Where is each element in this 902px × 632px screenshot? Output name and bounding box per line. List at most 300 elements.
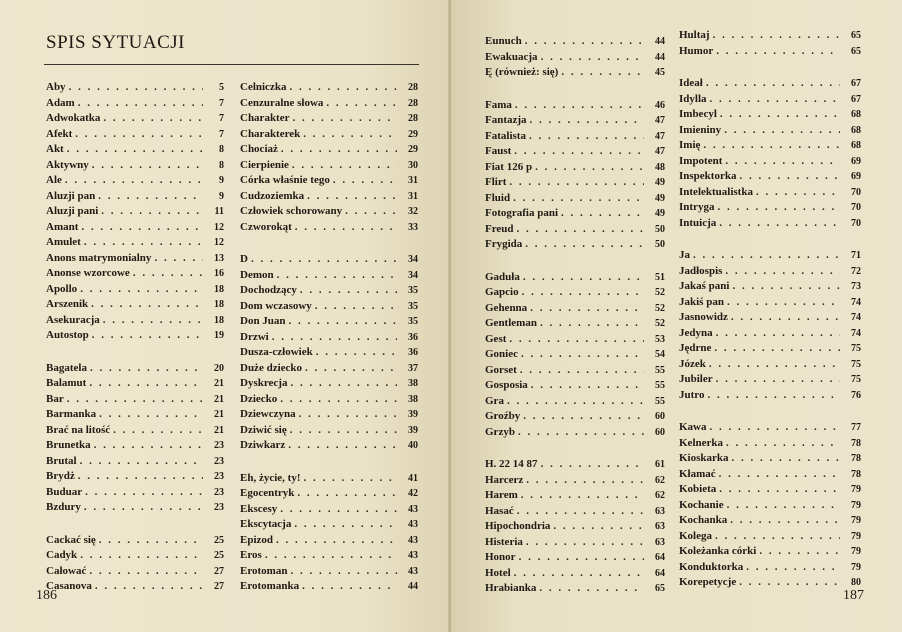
index-entry-label: Konduktorka xyxy=(679,560,744,573)
index-entry xyxy=(485,519,665,535)
index-entry-page: 36 xyxy=(408,331,418,343)
index-entry-page: 43 xyxy=(408,503,418,515)
index-entry-page: 64 xyxy=(655,567,665,579)
index-entry-page: 7 xyxy=(219,113,224,124)
index-entry-label: Goniec xyxy=(485,348,518,360)
dot-leader xyxy=(276,533,397,549)
index-entry xyxy=(46,80,224,96)
index-entry xyxy=(485,504,665,520)
index-entry-page: 18 xyxy=(214,314,224,326)
dot-leader xyxy=(739,169,840,185)
index-entry-label: Dusza-człowiek xyxy=(240,346,313,358)
dot-leader xyxy=(99,533,203,549)
index-entry xyxy=(485,50,665,66)
index-entry xyxy=(46,204,224,220)
index-entry xyxy=(485,425,665,441)
index-entry-page: 23 xyxy=(214,502,224,513)
index-entry-page: 46 xyxy=(655,99,665,111)
index-column-left-1 xyxy=(46,80,224,595)
index-entry xyxy=(240,533,418,549)
index-entry xyxy=(679,200,861,216)
dot-leader xyxy=(719,482,840,498)
dot-leader xyxy=(80,282,203,298)
index-entry xyxy=(46,407,224,423)
dot-leader xyxy=(299,407,397,423)
index-entry-label: Fiat 126 p xyxy=(485,160,533,173)
index-entry-page: 7 xyxy=(219,97,224,109)
index-entry-page: 5 xyxy=(219,82,224,93)
index-entry-page: 43 xyxy=(408,565,418,577)
index-entry-label: Kłamać xyxy=(679,467,716,480)
index-entry-label: Cierpienie xyxy=(240,158,289,171)
index-entry-label: Kawa xyxy=(679,421,707,433)
index-entry-label: Harem xyxy=(485,489,518,501)
index-entry-page: 41 xyxy=(408,472,418,484)
index-entry-page: 60 xyxy=(655,426,665,438)
index-entry xyxy=(240,314,418,330)
index-entry-page: 49 xyxy=(655,192,665,204)
dot-leader xyxy=(78,96,203,112)
index-entry-page: 32 xyxy=(408,206,418,217)
index-entry-label: Arszenik xyxy=(46,298,89,310)
index-entry-page: 55 xyxy=(655,364,665,376)
index-entry-label: Afekt xyxy=(46,127,73,140)
index-entry-page: 30 xyxy=(408,159,418,171)
index-entry xyxy=(46,142,224,158)
dot-leader xyxy=(85,485,203,501)
index-entry-label: Dyskrecja xyxy=(240,377,288,389)
dot-leader xyxy=(307,189,397,205)
index-entry-label: Józek xyxy=(679,357,706,370)
dot-leader xyxy=(89,564,203,580)
index-entry-page: 79 xyxy=(851,530,861,542)
dot-leader xyxy=(518,425,644,441)
index-entry xyxy=(679,107,861,123)
index-entry-label: Aktywny xyxy=(46,158,89,171)
dot-leader xyxy=(289,314,397,330)
index-entry-label: Ę (również: się) xyxy=(485,66,559,78)
dot-leader xyxy=(294,517,397,533)
dot-leader xyxy=(746,560,840,576)
index-entry-label: Jutro xyxy=(679,388,705,401)
section-gap xyxy=(679,231,861,248)
index-entry-page: 79 xyxy=(851,561,861,573)
dot-leader xyxy=(523,409,644,425)
dot-leader xyxy=(75,127,203,143)
index-entry-page: 21 xyxy=(214,378,224,389)
index-entry-page: 52 xyxy=(655,318,665,329)
index-entry-page: 54 xyxy=(655,349,665,360)
index-entry-page: 62 xyxy=(655,490,665,501)
index-entry xyxy=(485,332,665,348)
index-entry-page: 20 xyxy=(214,362,224,374)
index-entry xyxy=(46,111,224,127)
index-entry-label: Brunetka xyxy=(46,439,91,451)
index-entry xyxy=(240,268,418,284)
dot-leader xyxy=(725,154,840,170)
dot-leader xyxy=(759,544,840,560)
index-entry-label: Balamut xyxy=(46,377,87,389)
index-entry-page: 27 xyxy=(214,581,224,592)
index-entry xyxy=(46,189,224,205)
index-column-right-1 xyxy=(485,34,665,597)
dot-leader xyxy=(731,310,840,326)
index-entry xyxy=(46,500,224,516)
index-entry-label: Jakiś pan xyxy=(679,295,724,308)
index-entry-page: 38 xyxy=(408,393,418,405)
index-entry xyxy=(240,330,418,346)
dot-leader xyxy=(67,392,203,408)
index-entry-page: 35 xyxy=(408,300,418,312)
dot-leader xyxy=(526,535,644,551)
index-entry-page: 60 xyxy=(655,411,665,422)
dot-leader xyxy=(732,279,840,295)
index-entry xyxy=(485,457,665,473)
index-entry xyxy=(679,44,861,60)
dot-leader xyxy=(251,252,397,268)
dot-leader xyxy=(98,189,203,205)
index-entry-label: Inspektorka xyxy=(679,170,737,182)
section-gap xyxy=(240,235,418,252)
dot-leader xyxy=(69,80,203,96)
dot-leader xyxy=(521,488,644,504)
index-entry-label: Korepetycje xyxy=(679,576,737,588)
section-gap xyxy=(46,516,224,533)
section-gap xyxy=(485,440,665,457)
index-entry xyxy=(240,80,418,96)
index-entry-label: Hrabianka xyxy=(485,582,537,594)
index-entry-page: 21 xyxy=(214,409,224,420)
dot-leader xyxy=(92,158,203,174)
index-entry xyxy=(679,560,861,576)
dot-leader xyxy=(303,127,397,143)
index-entry xyxy=(679,295,861,311)
index-entry xyxy=(485,34,665,50)
index-entry-label: Amant xyxy=(46,220,79,233)
index-entry-label: Dziwkarz xyxy=(240,439,286,451)
index-entry-page: 43 xyxy=(408,519,418,530)
index-entry xyxy=(485,488,665,504)
dot-leader xyxy=(289,80,397,96)
index-entry-label: Jedyna xyxy=(679,326,713,339)
dot-leader xyxy=(706,76,840,92)
index-entry-label: Groźby xyxy=(485,410,521,422)
index-entry-page: 74 xyxy=(851,327,861,339)
index-entry xyxy=(679,138,861,154)
index-entry-label: Anonse wzorcowe xyxy=(46,267,130,279)
index-entry-label: Cudzoziemka xyxy=(240,189,305,202)
index-entry-label: Kochanka xyxy=(679,514,728,526)
dot-leader xyxy=(272,330,397,346)
index-entry xyxy=(485,394,665,410)
index-entry xyxy=(485,144,665,160)
index-entry-label: Ewakuacja xyxy=(485,50,538,63)
index-entry-page: 74 xyxy=(851,296,861,308)
index-entry-label: Dochodzący xyxy=(240,284,297,296)
dot-leader xyxy=(514,144,644,160)
index-entry xyxy=(679,451,861,467)
index-entry-page: 47 xyxy=(655,146,665,157)
dot-leader xyxy=(94,438,203,454)
index-entry xyxy=(679,310,861,326)
index-entry xyxy=(46,313,224,329)
index-entry xyxy=(46,235,224,251)
index-entry-page: 33 xyxy=(408,221,418,233)
dot-leader xyxy=(305,361,397,377)
index-entry-page: 39 xyxy=(408,424,418,436)
index-entry xyxy=(485,270,665,286)
index-entry-page: 53 xyxy=(655,333,665,345)
index-entry xyxy=(679,92,861,108)
dot-leader xyxy=(525,237,644,253)
index-entry-label: Fantazja xyxy=(485,114,527,126)
dot-leader xyxy=(280,502,397,518)
index-entry-label: Ale xyxy=(46,174,62,186)
index-entry-label: Dom wczasowy xyxy=(240,299,312,312)
index-entry-page: 16 xyxy=(214,268,224,279)
dot-leader xyxy=(716,372,840,388)
index-entry xyxy=(240,486,418,502)
index-entry-page: 44 xyxy=(655,36,665,47)
index-entry-page: 34 xyxy=(408,254,418,265)
index-entry-label: Kioskarka xyxy=(679,452,729,464)
index-entry-page: 9 xyxy=(219,190,224,202)
index-entry-page: 44 xyxy=(655,51,665,63)
index-entry xyxy=(679,248,861,264)
dot-leader xyxy=(99,407,203,423)
index-entry xyxy=(46,173,224,189)
dot-leader xyxy=(133,266,203,282)
index-entry xyxy=(46,376,224,392)
dot-leader xyxy=(713,28,840,44)
index-entry xyxy=(485,409,665,425)
index-entry-page: 36 xyxy=(408,347,418,358)
page-title: SPIS SYTUACJI xyxy=(46,32,186,53)
section-gap xyxy=(485,253,665,270)
dot-leader xyxy=(521,347,644,363)
index-entry-page: 47 xyxy=(655,130,665,142)
index-entry xyxy=(46,438,224,454)
index-entry-page: 68 xyxy=(851,124,861,136)
index-entry xyxy=(679,467,861,483)
index-entry-label: Amulet xyxy=(46,236,81,248)
index-entry-label: Erotomanka xyxy=(240,580,300,592)
dot-leader xyxy=(81,220,203,236)
dot-leader xyxy=(288,438,397,454)
index-entry xyxy=(240,173,418,189)
index-entry-page: 12 xyxy=(214,221,224,233)
dot-leader xyxy=(710,420,841,436)
index-entry-label: Gest xyxy=(485,332,507,345)
dot-leader xyxy=(540,316,644,332)
index-entry xyxy=(679,575,861,591)
index-entry xyxy=(679,513,861,529)
index-entry xyxy=(679,529,861,545)
dot-leader xyxy=(92,328,203,344)
index-entry-label: Ekscytacja xyxy=(240,518,292,530)
index-entry-label: Fotografia pani xyxy=(485,207,559,219)
index-entry-label: Dziwić się xyxy=(240,423,287,436)
index-entry xyxy=(679,544,861,560)
index-entry-label: Erotoman xyxy=(240,564,288,577)
index-entry-page: 18 xyxy=(214,283,224,295)
dot-leader xyxy=(295,220,397,236)
index-entry-label: Demon xyxy=(240,268,274,281)
dot-leader xyxy=(709,357,840,373)
dot-leader xyxy=(103,111,203,127)
index-entry xyxy=(240,158,418,174)
index-entry xyxy=(240,579,418,595)
dot-leader xyxy=(732,451,840,467)
index-entry-label: Brydż xyxy=(46,470,75,482)
dot-leader xyxy=(89,376,203,392)
dot-leader xyxy=(703,138,840,154)
dot-leader xyxy=(78,469,203,485)
index-entry-label: Brutal xyxy=(46,454,77,467)
dot-leader xyxy=(522,285,644,301)
index-entry-label: Gosposia xyxy=(485,379,528,391)
index-entry-page: 68 xyxy=(851,140,861,151)
dot-leader xyxy=(715,529,840,545)
index-entry-label: Humor xyxy=(679,44,714,57)
index-entry-page: 75 xyxy=(851,343,861,354)
index-entry-page: 78 xyxy=(851,437,861,449)
dot-leader xyxy=(513,191,644,207)
dot-leader xyxy=(84,235,203,251)
index-entry-page: 21 xyxy=(214,424,224,436)
dot-leader xyxy=(517,504,644,520)
dot-leader xyxy=(725,264,840,280)
index-entry-page: 52 xyxy=(655,287,665,298)
index-entry-page: 63 xyxy=(655,536,665,548)
index-entry-page: 62 xyxy=(655,474,665,486)
index-entry-label: Dziewczyna xyxy=(240,408,296,420)
dot-leader xyxy=(561,206,644,222)
index-entry-page: 70 xyxy=(851,186,861,198)
index-entry-label: Kelnerka xyxy=(679,436,723,449)
index-entry-page: 80 xyxy=(851,577,861,588)
index-entry-page: 25 xyxy=(214,550,224,561)
index-entry xyxy=(240,471,418,487)
dot-leader xyxy=(727,295,840,311)
index-entry-page: 19 xyxy=(214,330,224,341)
index-entry-page: 65 xyxy=(851,30,861,41)
section-gap xyxy=(679,59,861,76)
index-entry xyxy=(240,376,418,392)
index-entry-page: 18 xyxy=(214,299,224,310)
index-entry xyxy=(485,113,665,129)
index-entry xyxy=(240,438,418,454)
index-entry-page: 63 xyxy=(655,505,665,517)
index-entry-label: Adam xyxy=(46,96,75,109)
index-entry-page: 13 xyxy=(214,252,224,264)
index-entry-label: Koleżanka córki xyxy=(679,545,757,557)
dot-leader xyxy=(315,299,397,315)
dot-leader xyxy=(520,363,644,379)
index-entry-page: 37 xyxy=(408,362,418,374)
index-entry-page: 34 xyxy=(408,269,418,281)
index-entry xyxy=(485,160,665,176)
index-entry-page: 7 xyxy=(219,128,224,140)
index-entry-label: Imię xyxy=(679,139,701,151)
index-column-left-2 xyxy=(240,80,418,595)
index-entry-label: Chociaż xyxy=(240,143,278,155)
index-entry-label: Imieniny xyxy=(679,123,722,136)
index-entry xyxy=(240,189,418,205)
dot-leader xyxy=(90,361,203,377)
index-entry-page: 51 xyxy=(655,271,665,283)
index-entry xyxy=(46,423,224,439)
index-entry-page: 28 xyxy=(408,82,418,93)
index-entry xyxy=(240,407,418,423)
index-entry-page: 9 xyxy=(219,175,224,186)
index-entry xyxy=(46,533,224,549)
dot-leader xyxy=(739,575,840,591)
index-entry-page: 69 xyxy=(851,171,861,182)
index-entry-label: Aluzji pan xyxy=(46,189,96,202)
index-entry-label: Akt xyxy=(46,143,64,155)
index-entry-label: Kobieta xyxy=(679,483,717,495)
section-gap xyxy=(240,454,418,471)
index-entry-label: Jakaś pani xyxy=(679,280,730,292)
dot-leader xyxy=(756,185,840,201)
index-entry-label: Celniczka xyxy=(240,81,287,93)
index-entry xyxy=(240,96,418,112)
index-entry xyxy=(46,96,224,112)
index-entry xyxy=(679,123,861,139)
index-entry-label: Flirt xyxy=(485,176,507,188)
index-entry xyxy=(485,175,665,191)
index-entry-label: Gaduła xyxy=(485,270,520,283)
index-entry-label: Człowiek schorowany xyxy=(240,205,343,217)
index-entry-label: Asekuracja xyxy=(46,313,100,326)
index-entry-page: 45 xyxy=(655,67,665,78)
index-entry-page: 23 xyxy=(214,471,224,482)
index-entry-label: Imbecyl xyxy=(679,108,717,120)
index-entry-page: 21 xyxy=(214,393,224,405)
index-entry-label: Intryga xyxy=(679,201,715,213)
index-entry-page: 25 xyxy=(214,534,224,546)
section-gap xyxy=(46,344,224,361)
index-entry-page: 50 xyxy=(655,239,665,250)
dot-leader xyxy=(113,423,203,439)
index-entry xyxy=(46,454,224,470)
dot-leader xyxy=(95,579,203,595)
dot-leader xyxy=(300,283,397,299)
index-entry-page: 72 xyxy=(851,265,861,277)
index-entry xyxy=(46,361,224,377)
index-entry-page: 39 xyxy=(408,409,418,420)
dot-leader xyxy=(507,394,644,410)
index-entry xyxy=(485,378,665,394)
index-entry-label: Jubiler xyxy=(679,373,713,385)
index-entry xyxy=(485,566,665,582)
dot-leader xyxy=(707,388,840,404)
dot-leader xyxy=(517,222,644,238)
index-entry xyxy=(679,216,861,232)
index-entry-page: 67 xyxy=(851,78,861,89)
index-entry xyxy=(240,502,418,518)
dot-leader xyxy=(84,500,203,516)
dot-leader xyxy=(541,50,644,66)
index-entry-label: Intuicja xyxy=(679,216,717,229)
index-entry-label: Epizod xyxy=(240,533,274,546)
index-entry-label: Impotent xyxy=(679,154,723,167)
index-entry xyxy=(679,326,861,342)
index-entry xyxy=(46,469,224,485)
index-entry-page: 8 xyxy=(219,159,224,171)
index-entry xyxy=(240,252,418,268)
